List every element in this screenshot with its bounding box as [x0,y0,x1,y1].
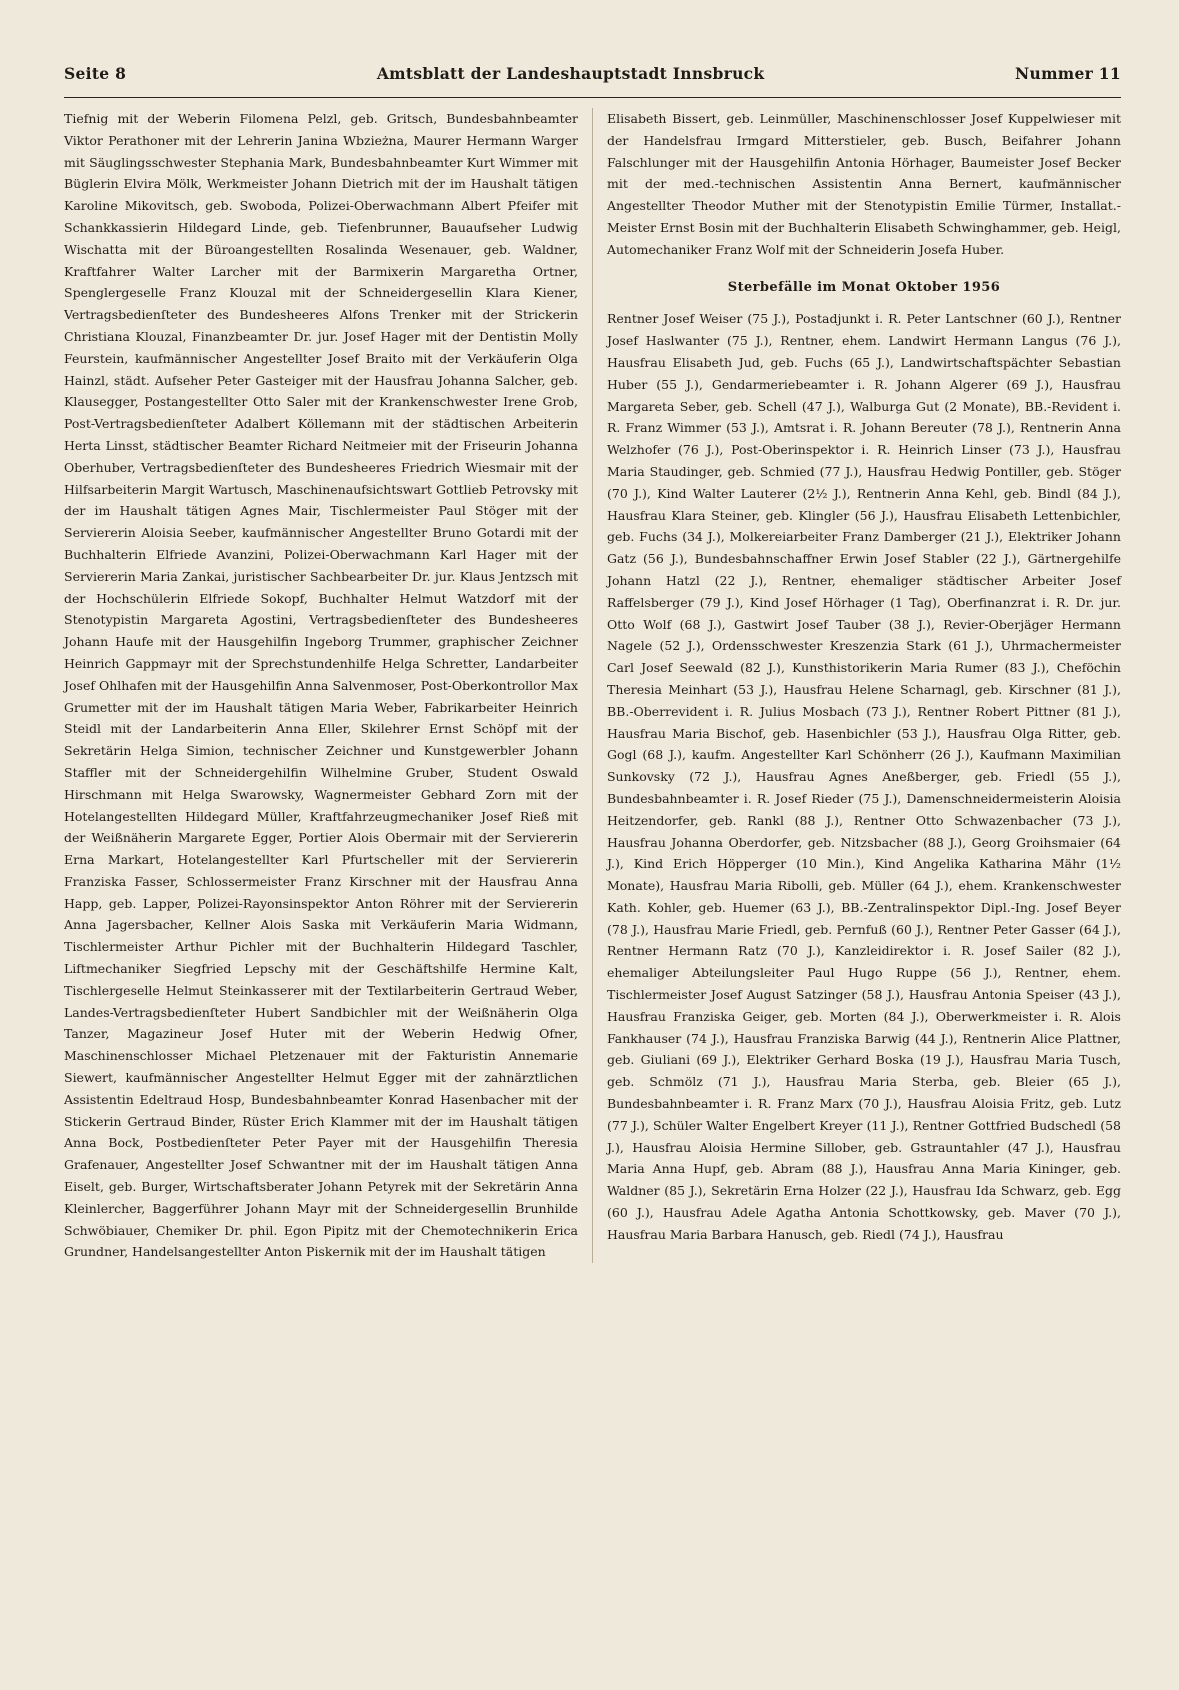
column-divider [592,108,593,1263]
page-number: Seite 8 [64,64,127,83]
left-column [64,108,578,1263]
publication-title: Amtsblatt der Landeshauptstadt Innsbruck [376,64,765,83]
marriages-list-continued: Tiefnig mit der Weberin Filomena Pelzl, geb. Gritsch, Bundesbahnbeamter Viktor Perathoner mit der Lehrerin Janina Wbzieżna, Maurer Hermann Warger mit Säuglingsschwester Stephania Mark, Bundesbahnbeamter Kurt Wimmer mit Büglerin Elvira Mölk, Werkmeister Johann Dietrich mit der im Haushalt tätigen Karoline Mikovitsch, geb. Swoboda, Polizei-Oberwachmann Albert Pfeifer mit Schankkassierin Hildegard Linde, geb. Tiefenbrunner, Bauaufseher Ludwig Wischatta mit der Büroangestellten Rosalinda Wesenauer, geb. Waldner, Kraftfahrer Walter Larcher mit der Barmixerin Margaretha Ortner, Spenglergeselle Franz Klouzal mit der Schneidergesellin Klara Kiener, Vertragsbedienſteter des Bundesheeres Alfons Trenker mit der Strickerin Christiana Klouzal, Finanzbeamter Dr. jur. Josef Hager mit der Dentistin Molly Feurstein, kaufmännischer Angestellter Josef Braito mit der Verkäuferin Olga Hainzl, städt. Aufseher Peter Gasteiger mit der Hausfrau Johanna Salcher, geb. Klausegger, Postangestellter Otto Saler mit der Krankenschwester Irene Grob, Post-Vertragsbedienſteter Adalbert Köllemann mit der städtischen Arbeiterin Herta Linsst, städtischer Beamter Richard Neitmeier mit der Friseurin Johanna Oberhuber, Vertragsbedienſteter des Bundesheeres Friedrich Wiesmair mit der Hilfsarbeiterin Margit Wartusch, Maschinenaufsichtswart Gottlieb Petrovsky mit der im Haushalt tätigen Agnes Mair, Tischlermeister Paul Stöger mit der Serviererin Aloisia Seeber, kaufmännischer Angestellter Bruno Gotardi mit der Buchhalterin Elfriede Avanzini, Polizei-Oberwachmann Karl Hager mit der Serviererin Maria Zankai, juristischer Sachbearbeiter Dr. jur. Klaus Jentzsch mit der Hochschülerin Elfriede Sokopf, Buchhalter Helmut Watzdorf mit der Stenotypistin Margareta Agostini, Vertragsbedienſteter des Bundesheeres Johann Haufe mit der Hausgehilfin Ingeborg Trummer, graphischer Zeichner Heinrich Gappmayr mit der Sprechstundenhilfe Helga Schretter, Landarbeiter Josef Ohlhafen mit der Hausgehilfin Anna Salvenmoser, Post-Oberkontrollor Max Grumetter mit der im Haushalt tätigen Maria Weber, Fabrikarbeiter Heinrich Steidl mit der Landarbeiterin Anna Eller, Skilehrer Ernst Schöpf mit der Sekretärin Helga Simion, technischer Zeichner und Kunstgewerbler Johann Staffler mit der Schneidergehilfin Wilhelmine Gruber, Student Oswald Hirschmann mit Helga Swarowsky, Wagnermeister Gebhard Zorn mit der Hotelangestellten Hildegard Müller, Kraftfahrzeugmechaniker Josef Rieß mit der Weißnäherin Margarete Egger, Portier Alois Obermair mit der Serviererin Erna Markart, Hotelangestellter Karl Pfurtscheller mit der Serviererin Franziska Fasser, Schlossermeister Franz Kirschner mit der Hausfrau Anna Happ, geb. Lapper, Polizei-Rayonsinspektor Anton Röhrer mit der Serviererin Anna Jagersbacher, Kellner Alois Saska mit Verkäuferin Maria Widmann, Tischlermeister Arthur Pichler mit der Buchhalterin Hildegard Taschler, Liftmechaniker Siegfried Lepschy mit der Geschäftshilfe Hermine Kalt, Tischlergeselle Helmut Steinkasserer mit der Textilarbeiterin Gertraud Weber, Landes-Vertragsbedienſteter Hubert Sandbichler mit der Weißnäherin Olga Tanzer, Magazineur Josef Huter mit der Weberin Hedwig Ofner, Maschinenschlosser Michael Pletzenauer mit der Fakturistin Annemarie Siewert, kaufmännischer Angestellter Helmut Egger mit der zahnärztlichen Assistentin Edeltraud Hosp, Bundesbahnbeamter Konrad Hasenbacher mit der Stickerin Gertraud Binder, Rüster Erich Klammer mit der im Haushalt tätigen Anna Bock, Postbedienſteter Peter Payer mit der Hausgehilfin Theresia Grafenauer, Angestellter Josef Schwantner mit der im Haushalt tätigen Anna Eiselt, geb. Burger, Wirtschaftsberater Johann Petyrek mit der Sekretärin Anna Kleinlercher, Baggerführer Johann Mayr mit der Schneidergesellin Brunhilde Schwöbiauer, Chemiker Dr. phil. Egon Pipitz mit der Chemotechnikerin Erica Grundner, Handelsangestellter Anton Piskernik mit der im Haushalt tätigen [64,111,578,1260]
deaths-section-title: Sterbefälle im Monat Oktober 1956 [727,279,1001,295]
right-column [607,108,1121,1263]
header-rule [64,97,1121,98]
deaths-list: Rentner Josef Weiser (75 J.), Postadjunkt i. R. Peter Lantschner (60 J.), Rentner Josef Haslwanter (75 J.), Rentner, ehem. Landwirt Hermann Langus (76 J.), Hausfrau Elisabeth Jud, geb. Fuchs (65 J.), Landwirtschaftspächter Sebastian Huber (55 J.), Gendarmeriebeamter i. R. Johann Algerer (69 J.), Hausfrau Margareta Seber, geb. Schell (47 J.), Walburga Gut (2 Monate), BB.-Revident i. R. Franz Wimmer (53 J.), Amtsrat i. R. Johann Bereuter (78 J.), Rentnerin Anna Welzhofer (76 J.), Post-Oberinspektor i. R. Heinrich Linser (73 J.), Hausfrau Maria Staudinger, geb. Schmied (77 J.), Hausfrau Hedwig Pontiller, geb. Stöger (70 J.), Kind Walter Lauterer (2½ J.), Rentnerin Anna Kehl, geb. Bindl (84 J.), Hausfrau Klara Steiner, geb. Klingler (56 J.), Hausfrau Elisabeth Lettenbichler, geb. Fuchs (34 J.), Molkereiarbeiter Franz Damberger (21 J.), Elektriker Johann Gatz (56 J.), Bundesbahnschaffner Erwin Josef Stabler (22 J.), Gärtnergehilfe Johann Hatzl (22 J.), Rentner, ehemaliger städtischer Arbeiter Josef Raffelsberger (79 J.), Kind Josef Hörhager (1 Tag), Oberfinanzrat i. R. Dr. jur. Otto Wolf (68 J.), Gastwirt Josef Tauber (38 J.), Revier-Oberjäger Hermann Nagele (52 J.), Ordensschwester Kreszenzia Stark (61 J.), Uhrmachermeister Carl Josef Seewald (82 J.), Kunsthistorikerin Maria Rumer (83 J.), Cheföchin Theresia Meinhart (53 J.), Hausfrau Helene Scharnagl, geb. Kirschner (81 J.), BB.-Oberrevident i. R. Julius Mosbach (73 J.), Rentner Robert Pittner (81 J.), Hausfrau Maria Bischof, geb. Hasenbichler (53 J.), Hausfrau Olga Ritter, geb. Gogl (68 J.), kaufm. Angestellter Karl Schönherr (26 J.), Kaufmann Maximilian Sunkovsky (72 J.), Hausfrau Agnes Aneßberger, geb. Friedl (55 J.), Bundesbahnbeamter i. R. Josef Rieder (75 J.), Damenschneidermeisterin Aloisia Heitzendorfer, geb. Rankl (88 J.), Rentner Otto Schwazenbacher (73 J.), Hausfrau Johanna Oberdorfer, geb. Nitzsbacher (88 J.), Georg Groihsmaier (64 J.), Kind Erich Höpperger (10 Min.), Kind Angelika Katharina Mähr (1½ Monate), Hausfrau Maria Ribolli, geb. Müller (64 J.), ehem. Krankenschwester Kath. Kohler, geb. Huemer (63 J.), BB.-Zentralinspektor Dipl.-Ing. Josef Beyer (78 J.), Hausfrau Marie Friedl, geb. Pernfuß (60 J.), Rentner Peter Gasser (64 J.), Rentner Hermann Ratz (70 J.), Kanzleidirektor i. R. Josef Sailer (82 J.), ehemaliger Abteilungsleiter Paul Hugo Ruppe (56 J.), Rentner, ehem. Tischlermeister Josef August Satzinger (58 J.), Hausfrau Antonia Speiser (43 J.), Hausfrau Franziska Geiger, geb. Morten (84 J.), Oberwerkmeister i. R. Alois Fankhauser (74 J.), Hausfrau Franziska Barwig (44 J.), Rentnerin Alice Plattner, geb. Giuliani (69 J.), Elektriker Gerhard Boska (19 J.), Hausfrau Maria Tusch, geb. Schmölz (71 J.), Hausfrau Maria Sterba, geb. Bleier (65 J.), Bundesbahnbeamter i. R. Franz Marx (70 J.), Hausfrau Aloisia Fritz, geb. Lutz (77 J.), Schüler Walter Engelbert Kreyer (11 J.), Rentner Gottfried Budschedl (58 J.), Hausfrau Aloisia Hermine Sillober, geb. Gstrauntahler (47 J.), Hausfrau Maria Anna Hupf, geb. Abram (88 J.), Hausfrau Anna Maria Kininger, geb. Waldner (85 J.), Sekretärin Erna Holzer (22 J.), Hausfrau Ida Schwarz, geb. Egg (60 J.), Hausfrau Adele Agatha Antonia Schottkowsky, geb. Maver (70 J.), Hausfrau Maria Barbara Hanusch, geb. Riedl (74 J.), Hausfrau [606,311,1121,1242]
page-header [64,64,1121,83]
marriages-list-end: Elisabeth Bissert, geb. Leinmüller, Maschinenschlosser Josef Kuppelwieser mit der Handelsfrau Irmgard Mitterstieler, geb. Busch, Beifahrer Johann Falschlunger mit der Hausgehilfin Antonia Hörhager, Baumeister Josef Becker mit der med.-technischen Assistentin Anna Bernert, kaufmännischer Angestellter Theodor Muther mit der Stenotypistin Emilie Türmer, Installat.-Meister Ernst Bosin mit der Buchhalterin Elisabeth Schwinghammer, geb. Heigl, Automechaniker Franz Wolf mit der Schneiderin Josefa Huber. [606,111,1121,257]
two-column-body [64,108,1121,1263]
issue-number: Nummer 11 [1015,64,1121,83]
